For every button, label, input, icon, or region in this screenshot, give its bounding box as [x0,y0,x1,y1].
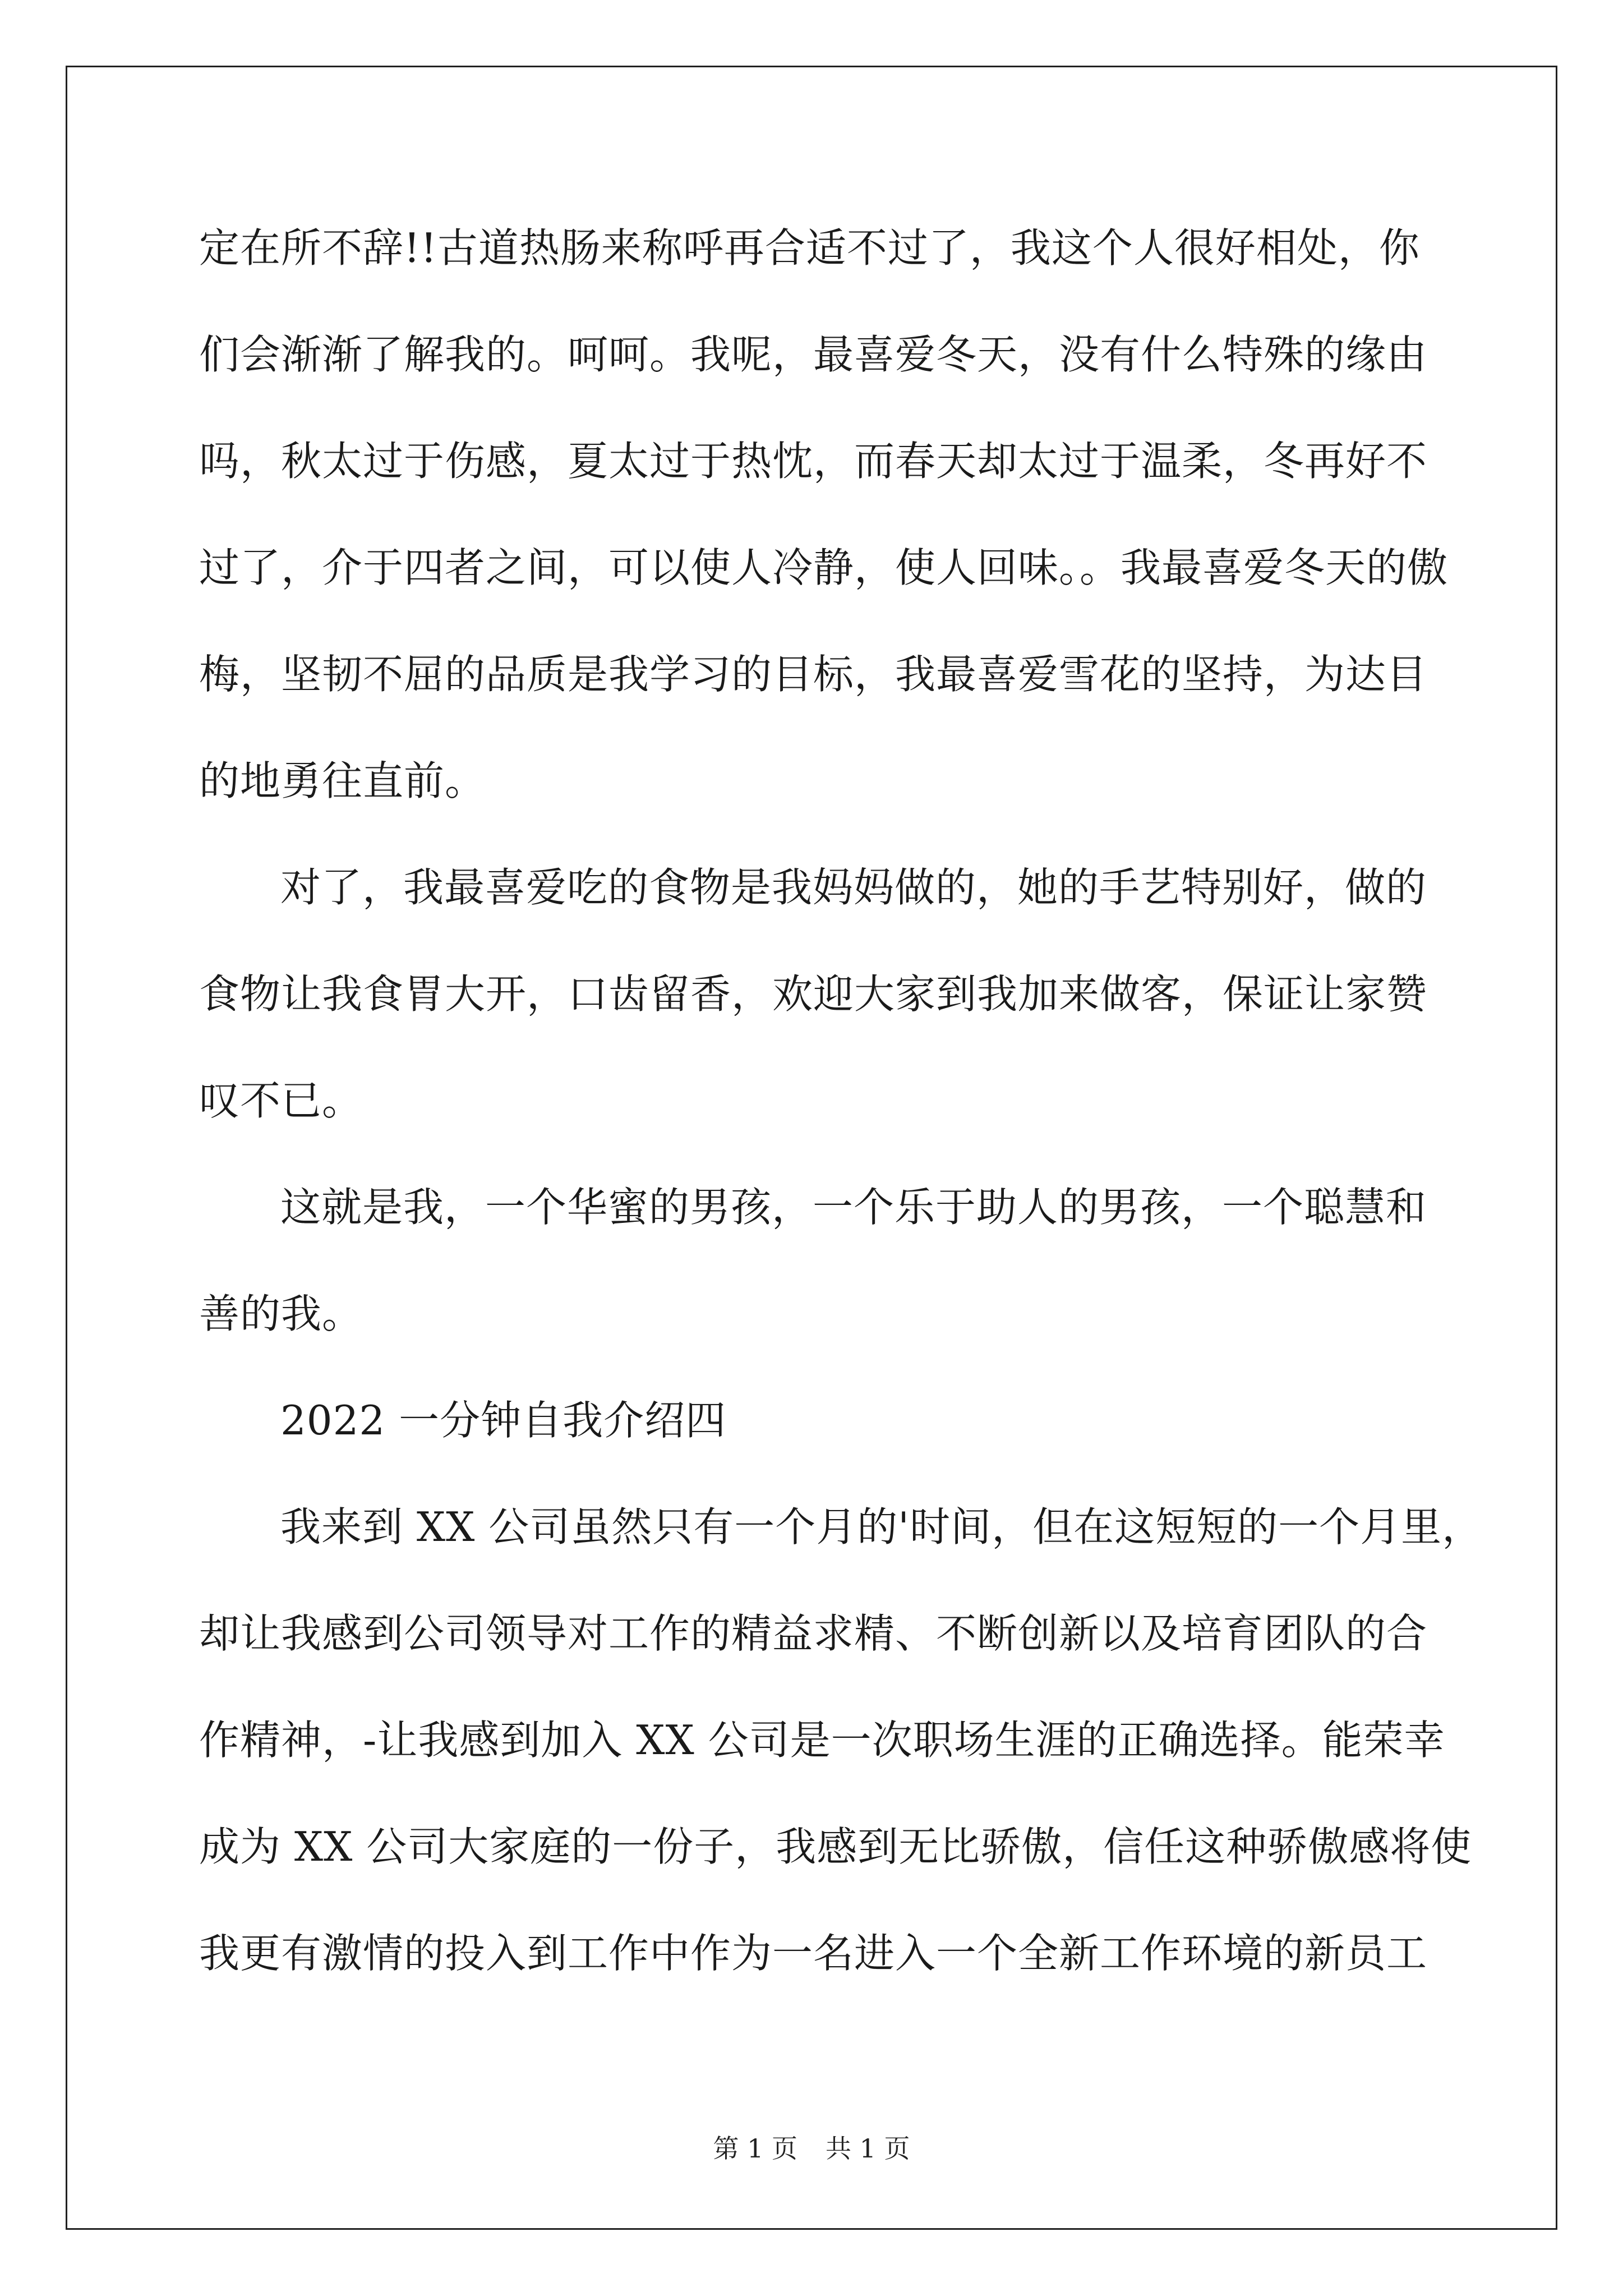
page-footer [0,2132,1623,2165]
text-line: 吗，秋太过于伤感，夏太过于热忱，而春天却太过于温柔，冬再好不 [199,438,1428,485]
paragraph-start: 对了，我最喜爱吃的食物是我妈妈做的，她的手艺特别好，做的 [280,864,1427,911]
text-line: 过了，介于四者之间，可以使人冷静，使人回味。。我最喜爱冬天的傲 [199,544,1449,591]
paragraph-start: 我来到 XX 公司虽然只有一个月的'时间，但在这短短的一个月里， [280,1503,1483,1550]
text-line: 成为 XX 公司大家庭的一份子，我感到无比骄傲，信任这种骄傲感将使 [199,1823,1472,1870]
page-number: 第 1 页 [713,2133,797,2164]
text-line: 定在所不辞!!古道热肠来称呼再合适不过了，我这个人很好相处，你 [199,224,1420,272]
text-line: 食物让我食胃大开，口齿留香，欢迎大家到我加来做客，保证让家赞 [199,970,1428,1018]
page-total: 共 1 页 [826,2133,910,2164]
paragraph-start: 这就是我，一个华蜜的男孩，一个乐于助人的男孩，一个聪慧和 [280,1184,1427,1231]
text-line: 作精神，-让我感到加入 XX 公司是一次职场生涯的正确选择。能荣幸 [199,1717,1445,1764]
page-border [66,66,1557,2230]
section-heading: 2022 一分钟自我介绍四 [280,1397,727,1444]
text-line: 我更有激情的投入到工作中作为一名进入一个全新工作环境的新员工 [199,1930,1428,1977]
text-line: 却让我感到公司领导对工作的精益求精、不断创新以及培育团队的合 [199,1610,1428,1657]
text-line: 的地勇往直前。 [199,757,486,804]
text-line: 梅，坚韧不屈的品质是我学习的目标，我最喜爱雪花的坚持，为达目 [199,651,1428,698]
text-line: 们会渐渐了解我的。呵呵。我呢，最喜爱冬天，没有什么特殊的缘由 [199,331,1428,378]
text-line: 善的我。 [199,1290,363,1337]
text-line: 叹不已。 [199,1077,363,1124]
